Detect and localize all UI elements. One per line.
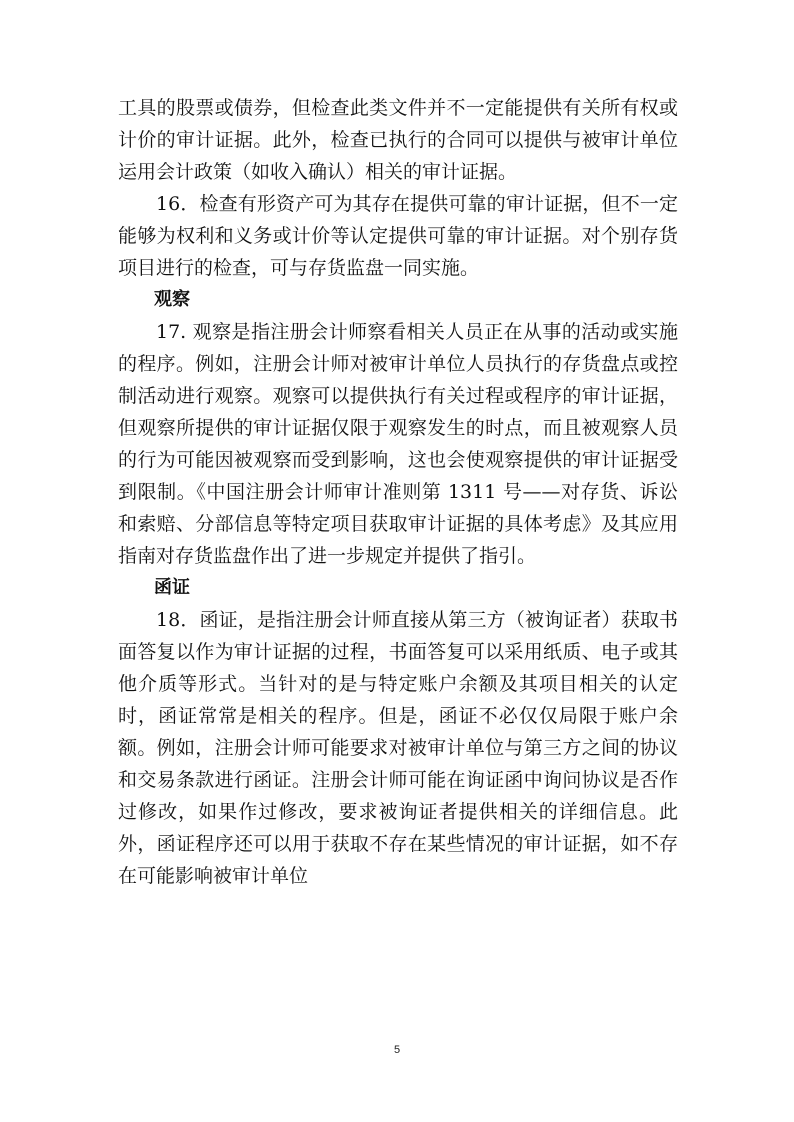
document-body	[118, 92, 678, 892]
paragraph-16: 16．检查有形资产可为其存在提供可靠的审计证据，但不一定能够为权利和义务或计价等认定提供可靠的审计证据。对个别存货项目进行的检查，可与存货监盘一同实施。	[118, 193, 678, 279]
paragraph-18: 18．函证，是指注册会计师直接从第三方（被询证者）获取书面答复以作为审计证据的过程，书面答复可以采用纸质、电子或其他介质等形式。当针对的是与特定账户余额及其项目相关的认定时，函证常常是相关的程序。但是，函证不必仅仅局限于账户余额。例如，注册会计师可能要求对被审计单位与第三方之间的协议和交易条款进行函证。注册会计师可能在询证函中询问协议是否作过修改，如果作过修改，要求被询证者提供相关的详细信息。此外，函证程序还可以用于获取不存在某些情况的审计证据，如不存在可能影响被审计单位	[118, 609, 678, 887]
section-heading-observation: 观察	[154, 289, 190, 310]
paragraph-continued: 工具的股票或债券，但检查此类文件并不一定能提供有关所有权或计价的审计证据。此外，检查已执行的合同可以提供与被审计单位运用会计政策（如收入确认）相关的审计证据。	[118, 97, 678, 183]
page-number: 5	[393, 1044, 401, 1056]
paragraph-17: 17. 观察是指注册会计师察看相关人员正在从事的活动或实施的程序。例如，注册会计师对被审计单位人员执行的存货盘点或控制活动进行观察。观察可以提供执行有关过程或程序的审计证据，但观察所提供的审计证据仅限于观察发生的时点，而且被观察人员的行为可能因被观察而受到影响，这也会使观察提供的审计证据受到限制。《中国注册会计师审计准则第 1311 号——对存货、诉讼和索赔、分部信息等特定项目获取审计证据的具体考虑》及其应用指南对存货监盘作出了进一步规定并提供了指引。	[118, 321, 678, 567]
section-heading-confirmation: 函证	[154, 577, 190, 598]
